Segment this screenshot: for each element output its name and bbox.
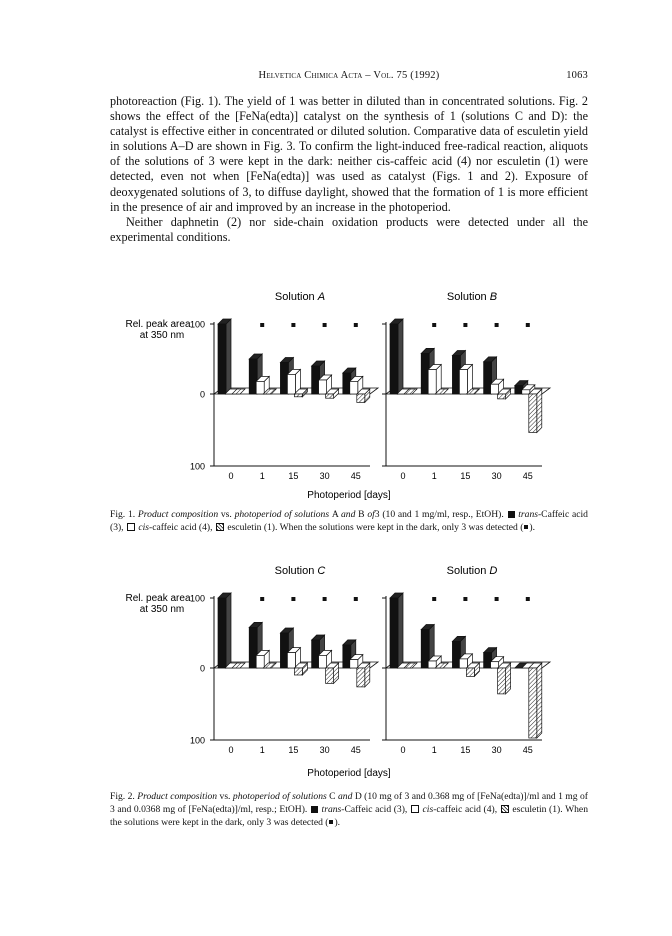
x-tick-label: 30: [491, 745, 502, 755]
caption-text: vs.: [219, 791, 233, 802]
x-tick-label: 45: [350, 471, 361, 481]
caption-text: photoperiod of solutions: [234, 509, 332, 520]
dark-marker: [354, 323, 358, 327]
caption-label: Fig. 2.: [110, 791, 138, 802]
dark-marker: [260, 323, 264, 327]
y-axis-label-unit: at 350 nm: [139, 330, 185, 341]
legend-open-square-icon: [411, 805, 419, 813]
journal-title: Helvetica Chimica Acta – Vol. 75 (1992): [258, 70, 440, 81]
caption-text: ).: [529, 522, 535, 533]
figure-2-caption: [110, 790, 588, 829]
caption-text: cis: [419, 804, 434, 815]
bar: [218, 593, 231, 668]
x-tick-label: 1: [431, 471, 437, 481]
caption-text: trans: [515, 509, 538, 520]
caption-text: trans: [318, 804, 342, 815]
caption-text: and: [338, 791, 355, 802]
dark-marker: [526, 323, 530, 327]
panel-title: Solution A: [274, 291, 326, 303]
caption-text: Product composition: [137, 509, 221, 520]
y-tick-label: 100: [189, 735, 205, 746]
panel-title: Solution D: [446, 565, 498, 577]
legend-hatched-square-icon: [216, 523, 224, 531]
dark-marker: [463, 597, 467, 601]
x-tick-label: 30: [491, 471, 502, 481]
caption-text: Product composition: [137, 791, 220, 802]
x-axis-label: Photoperiod [days]: [307, 490, 391, 501]
panel-title: Solution B: [446, 291, 498, 303]
y-tick-label: 100: [189, 593, 205, 604]
caption-text: -Caffeic acid (3),: [341, 804, 410, 815]
caption-text: C: [329, 791, 338, 802]
x-tick-label: 45: [350, 745, 361, 755]
dark-marker: [291, 323, 295, 327]
y-tick-label: 100: [189, 461, 205, 472]
dark-marker: [526, 597, 530, 601]
running-header: [110, 70, 588, 86]
x-tick-label: 30: [319, 745, 330, 755]
x-tick-label: 15: [460, 471, 471, 481]
figure-1-caption: [110, 508, 588, 534]
bar: [498, 663, 511, 694]
x-tick-label: 0: [228, 745, 234, 755]
dark-marker-icon: [524, 525, 528, 529]
caption-text: D: [354, 791, 365, 802]
bar: [529, 389, 542, 433]
caption-text: -Caffeic acid (3),: [110, 509, 588, 533]
caption-text: esculetin (1). When the solutions were kept in the dark, only 3 was detected (: [224, 522, 524, 533]
paragraph-2: Neither daphnetin (2) nor side-chain oxidation products were detected under all the experimental conditions.: [110, 214, 588, 244]
figure-1: [110, 282, 588, 504]
dark-marker: [432, 323, 436, 327]
caption-text: esculetin (1). When the solutions were kept in the dark, only 3 was detected (: [110, 804, 588, 828]
caption-text: of: [367, 509, 375, 520]
dark-marker: [495, 597, 499, 601]
dark-marker: [463, 323, 467, 327]
x-tick-label: 0: [400, 471, 406, 481]
caption-text: cis: [135, 522, 150, 533]
legend-hatched-square-icon: [501, 805, 509, 813]
x-tick-label: 0: [228, 471, 234, 481]
bar: [357, 663, 370, 687]
dark-marker: [432, 597, 436, 601]
caption-text: A: [331, 509, 341, 520]
x-tick-label: 1: [259, 745, 265, 755]
legend-solid-square-icon: [311, 806, 318, 813]
y-tick-label: 0: [199, 389, 205, 400]
x-axis-label: Photoperiod [days]: [307, 768, 391, 779]
x-tick-label: 15: [288, 745, 299, 755]
x-tick-label: 15: [288, 471, 299, 481]
dark-marker: [495, 323, 499, 327]
page-number: 1063: [566, 70, 588, 81]
caption-text: and: [341, 509, 359, 520]
y-tick-label: 0: [199, 663, 205, 674]
caption-text: B: [358, 509, 368, 520]
y-tick-label: 100: [189, 319, 205, 330]
body-text: [110, 94, 588, 245]
bar: [326, 663, 339, 683]
paragraph-1: photoreaction (Fig. 1). The yield of 1 was better in diluted than in concentrated solutions. Fig. 2 shows the effect of the [FeNa(edta)] catalyst on the synthesis of 1 (solutions C and D): the catalyst is effective either in concentrated or diluted solution. Comparative data of esculetin yield in solutions A–D are shown in Fig. 3. To confirm the light-induced free-radical reaction, aliquots of the solutions of 3 were kept in the dark: neither cis-caffeic acid (4) nor esculetin (1) were detected, even not when [FeNa(edta)] was used as catalyst (Figs. 1 and 2). Exposure of deoxygenated solutions of 3, to diffuse daylight, showed that the formation of 1 is more efficient in the presence of air and improved by an increase in the photoperiod.: [110, 94, 588, 214]
bar: [390, 593, 403, 668]
bar: [529, 663, 542, 738]
figure-2-chart: [110, 556, 588, 782]
dark-marker: [291, 597, 295, 601]
dark-marker-icon: [329, 820, 333, 824]
x-tick-label: 45: [522, 471, 533, 481]
caption-text: photoperiod of solutions: [232, 791, 330, 802]
dark-marker: [323, 597, 327, 601]
y-axis-label: Rel. peak area: [125, 593, 191, 604]
y-axis-label-unit: at 350 nm: [139, 604, 185, 615]
legend-open-square-icon: [127, 523, 135, 531]
caption-text: ).: [334, 817, 341, 828]
panel-title: Solution C: [274, 565, 326, 577]
x-tick-label: 0: [400, 745, 406, 755]
dark-marker: [260, 597, 264, 601]
dark-marker: [323, 323, 327, 327]
x-tick-label: 45: [522, 745, 533, 755]
figure-1-chart: [110, 282, 588, 504]
caption-text: (10 mg of 3 and 0.368 mg of [FeNa(edta)]/ml and 1 mg of 3 and 0.0368 mg of [FeNa(edta)]/ml, resp.; EtOH).: [110, 791, 588, 815]
caption-text: -caffeic acid (4),: [433, 804, 500, 815]
x-tick-label: 15: [460, 745, 471, 755]
legend-solid-square-icon: [508, 511, 515, 518]
y-axis-label: Rel. peak area: [125, 319, 191, 330]
caption-label: Fig. 1.: [110, 509, 138, 520]
x-tick-label: 1: [431, 745, 437, 755]
dark-marker: [354, 597, 358, 601]
caption-text: vs.: [220, 509, 235, 520]
caption-text: -caffeic acid (4),: [149, 522, 215, 533]
figure-2: [110, 556, 588, 782]
x-tick-label: 1: [259, 471, 265, 481]
caption-text: 3 (10 and 1 mg/ml, resp., EtOH).: [374, 509, 507, 520]
x-tick-label: 30: [319, 471, 330, 481]
bar: [390, 319, 403, 394]
bar: [218, 319, 231, 394]
